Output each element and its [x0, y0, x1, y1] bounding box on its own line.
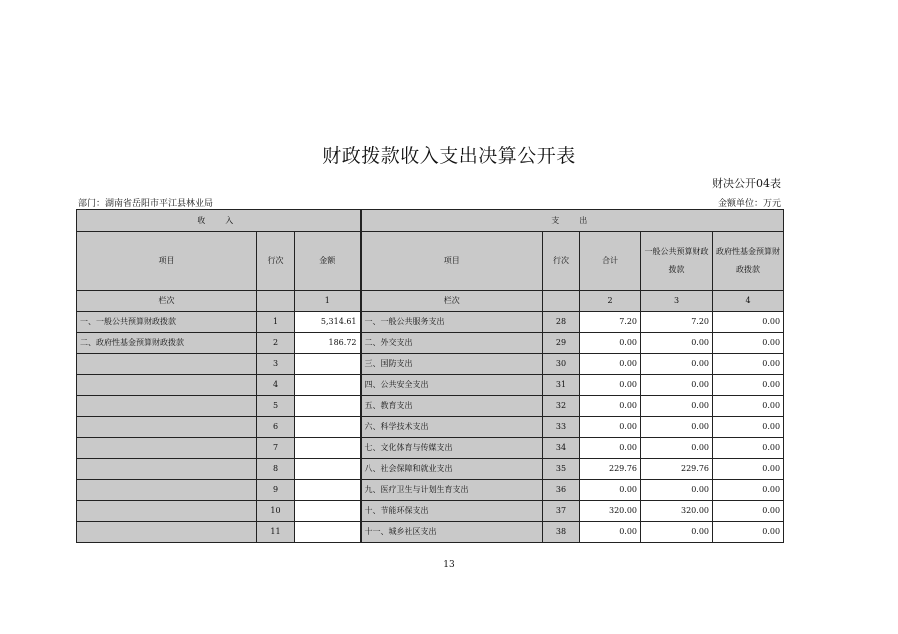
- total-cell: 0.00: [580, 480, 641, 501]
- general-budget-cell: 320.00: [641, 501, 713, 522]
- income-item-cell: [77, 459, 257, 480]
- expense-item-cell: 十一、城乡社区支出: [361, 522, 543, 543]
- income-row-no-cell: 11: [257, 522, 295, 543]
- expense-row-no-cell: 30: [543, 354, 580, 375]
- gov-fund-cell: 0.00: [713, 438, 784, 459]
- colno-label: 栏次: [77, 291, 257, 312]
- column-number-row: [77, 291, 784, 312]
- expense-item-cell: 四、公共安全支出: [361, 375, 543, 396]
- expense-row-no-cell: 35: [543, 459, 580, 480]
- total-cell: 0.00: [580, 438, 641, 459]
- total-cell: 0.00: [580, 522, 641, 543]
- table-row: [77, 354, 784, 375]
- colno-exp-blank: [543, 291, 580, 312]
- income-amount-cell: 186.72: [295, 333, 361, 354]
- unit-label: 金额单位：万元: [717, 199, 781, 209]
- expense-item-cell: 九、医疗卫生与计划生育支出: [361, 480, 543, 501]
- general-budget-cell: 7.20: [641, 312, 713, 333]
- general-budget-cell: 0.00: [641, 333, 713, 354]
- gov-fund-cell: 0.00: [713, 354, 784, 375]
- income-row-no-cell: 1: [257, 312, 295, 333]
- expense-row-no-cell: 38: [543, 522, 580, 543]
- expense-item-cell: 七、文化体育与传媒支出: [361, 438, 543, 459]
- expense-item-cell: 二、外交支出: [361, 333, 543, 354]
- general-budget-cell: 0.00: [641, 375, 713, 396]
- table-row: [77, 522, 784, 543]
- gov-fund-cell: 0.00: [713, 459, 784, 480]
- income-item-cell: [77, 501, 257, 522]
- table-row: [77, 375, 784, 396]
- general-budget-cell: 0.00: [641, 417, 713, 438]
- general-budget-cell: 0.00: [641, 354, 713, 375]
- income-item-cell: [77, 522, 257, 543]
- gov-fund-cell: 0.00: [713, 396, 784, 417]
- header-general-budget: 一般公共预算财政拨款: [641, 232, 713, 291]
- income-row-no-cell: 3: [257, 354, 295, 375]
- expense-item-cell: 六、科学技术支出: [361, 417, 543, 438]
- gov-fund-cell: 0.00: [713, 480, 784, 501]
- table-row: [77, 312, 784, 333]
- income-item-cell: [77, 396, 257, 417]
- gov-fund-cell: 0.00: [713, 333, 784, 354]
- income-row-no-cell: 4: [257, 375, 295, 396]
- income-amount-cell: [295, 354, 361, 375]
- income-item-cell: [77, 480, 257, 501]
- income-amount-cell: [295, 480, 361, 501]
- section-header-row: [77, 210, 784, 232]
- income-item-cell: [77, 375, 257, 396]
- gov-fund-cell: 0.00: [713, 375, 784, 396]
- form-code: 财决公开04表: [712, 177, 781, 190]
- income-item-cell: [77, 354, 257, 375]
- income-amount-cell: [295, 396, 361, 417]
- income-row-no-cell: 2: [257, 333, 295, 354]
- income-row-no-cell: 8: [257, 459, 295, 480]
- colno-general: 3: [641, 291, 713, 312]
- expense-row-no-cell: 34: [543, 438, 580, 459]
- total-cell: 0.00: [580, 417, 641, 438]
- expense-row-no-cell: 36: [543, 480, 580, 501]
- section-expense: 支 出: [361, 210, 784, 232]
- expense-row-no-cell: 32: [543, 396, 580, 417]
- colno-total: 2: [580, 291, 641, 312]
- general-budget-cell: 0.00: [641, 396, 713, 417]
- income-row-no-cell: 6: [257, 417, 295, 438]
- colno-blank: [257, 291, 295, 312]
- header-exp-item: 项目: [361, 232, 543, 291]
- header-amount: 金额: [295, 232, 361, 291]
- column-header-row: [77, 232, 784, 291]
- expense-item-cell: 三、国防支出: [361, 354, 543, 375]
- table-row: [77, 459, 784, 480]
- table-row: [77, 438, 784, 459]
- income-row-no-cell: 9: [257, 480, 295, 501]
- general-budget-cell: 0.00: [641, 438, 713, 459]
- expense-row-no-cell: 28: [543, 312, 580, 333]
- general-budget-cell: 0.00: [641, 522, 713, 543]
- department-label: 部门：湖南省岳阳市平江县林业局: [78, 199, 214, 209]
- table-row: [77, 396, 784, 417]
- expense-row-no-cell: 37: [543, 501, 580, 522]
- expense-item-cell: 五、教育支出: [361, 396, 543, 417]
- total-cell: 320.00: [580, 501, 641, 522]
- income-item-cell: 一、一般公共预算财政拨款: [77, 312, 257, 333]
- income-item-cell: [77, 438, 257, 459]
- general-budget-cell: 229.76: [641, 459, 713, 480]
- fiscal-report-table: [76, 209, 784, 543]
- header-gov-fund: 政府性基金预算财政拨款: [713, 232, 784, 291]
- table-row: [77, 501, 784, 522]
- header-item: 项目: [77, 232, 257, 291]
- gov-fund-cell: 0.00: [713, 522, 784, 543]
- total-cell: 0.00: [580, 354, 641, 375]
- income-amount-cell: [295, 522, 361, 543]
- general-budget-cell: 0.00: [641, 480, 713, 501]
- expense-item-cell: 十、节能环保支出: [361, 501, 543, 522]
- gov-fund-cell: 0.00: [713, 501, 784, 522]
- total-cell: 229.76: [580, 459, 641, 480]
- total-cell: 0.00: [580, 396, 641, 417]
- income-row-no-cell: 5: [257, 396, 295, 417]
- income-item-cell: [77, 417, 257, 438]
- expense-row-no-cell: 31: [543, 375, 580, 396]
- total-cell: 0.00: [580, 333, 641, 354]
- header-row-no: 行次: [257, 232, 295, 291]
- total-cell: 0.00: [580, 375, 641, 396]
- gov-fund-cell: 0.00: [713, 417, 784, 438]
- income-amount-cell: [295, 375, 361, 396]
- expense-row-no-cell: 29: [543, 333, 580, 354]
- page-title: 财政拨款收入支出决算公开表: [322, 145, 576, 167]
- table-row: [77, 417, 784, 438]
- section-income: 收 入: [77, 210, 361, 232]
- colno-exp-label: 栏次: [361, 291, 543, 312]
- header-total: 合计: [580, 232, 641, 291]
- income-item-cell: 二、政府性基金预算财政拨款: [77, 333, 257, 354]
- income-row-no-cell: 10: [257, 501, 295, 522]
- income-amount-cell: [295, 417, 361, 438]
- header-exp-row-no: 行次: [543, 232, 580, 291]
- expense-row-no-cell: 33: [543, 417, 580, 438]
- page-number: 13: [443, 560, 455, 570]
- expense-item-cell: 八、社会保障和就业支出: [361, 459, 543, 480]
- income-row-no-cell: 7: [257, 438, 295, 459]
- colno-fund: 4: [713, 291, 784, 312]
- income-amount-cell: 5,314.61: [295, 312, 361, 333]
- income-amount-cell: [295, 501, 361, 522]
- income-amount-cell: [295, 459, 361, 480]
- income-amount-cell: [295, 438, 361, 459]
- expense-item-cell: 一、一般公共服务支出: [361, 312, 543, 333]
- colno-income-amount: 1: [295, 291, 361, 312]
- table-row: [77, 333, 784, 354]
- gov-fund-cell: 0.00: [713, 312, 784, 333]
- total-cell: 7.20: [580, 312, 641, 333]
- table-row: [77, 480, 784, 501]
